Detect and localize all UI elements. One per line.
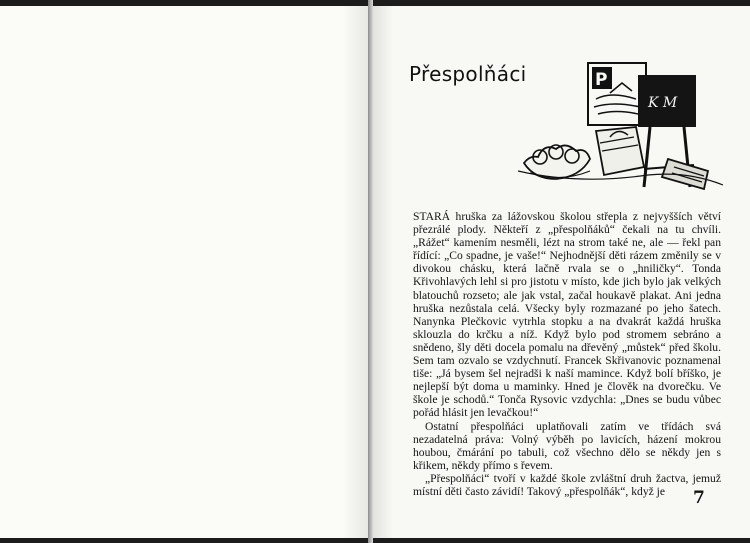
paragraph: „Přespolňáci“ tvoří v každé škole zvláštní druh žactva, jemuž místní děti často závidí! Takový „přespolňák“, když je [413,471,721,498]
paragraph: STARÁ hruška za lážovskou školou střepla z nejvyšších větví přezrálé plody. Někteří z „přespolňáků“ čekali na tu chvíli. „Rážet“ kamením nesměli, lézt na strom také ne, ale — řekl pan řídící: „Co spadne, je vaše!“ Nejhodnější děti rázem změnily se v divokou chásku, která lačně rvala se o „hniličky“. Tonda Křivohlavých lehl si pro jistotu v místo, kde jich bylo jak velkých blatouchů rozseto; ale jak vstal, začal houkavě plakat. Ani jedna hruška nezůstala celá. Všecky byly rozmazané po jeho šatech. Nanynka Plečkovic vytrhla stopku a na dvakrát každá hruška sklouzla do krčku a níž. Když bylo pod stromem sebráno a snědeno, šly děti docela pomalu na dřevěný „můstek“ před školu. Sem tam ozvalo se vzdychnutí. Francek Skřivanovic poznamenal tiše: „Já bysem šel nejradši k naší mamince. Když bolí bříško, je nejlepší být doma u maminky. Hned je člověk na dvorečku. Ve škole je schodů.“ Tonča Rysovic vzdychla: „Dnes se budu vůbec pořád hlásit jen levačkou!“ [413,210,721,420]
sign-board-icon [588,63,646,125]
school-items-illustration [518,51,723,206]
satchel-icon [596,127,644,175]
left-page-gutter-shadow [342,6,368,538]
right-page-gutter-shadow [373,6,393,538]
chapter-body-text [413,210,721,498]
page-number: 7 [693,488,705,508]
paragraph: Ostatní přespolňáci uplatňovali zatím ve třídách svá nezadatelná práva: Volný výběh po lavicích, házení mokrou houbou, čmárání po tabuli, což všechno dělo se někdy jen s křikem, někdy přímo s řevem. [413,419,721,472]
chapter-title: Přespolňáci [409,62,527,86]
blackboard-monogram: K M [648,95,678,111]
sign-letter: P [595,70,608,90]
left-page-blank [0,6,368,538]
right-page [373,6,750,538]
